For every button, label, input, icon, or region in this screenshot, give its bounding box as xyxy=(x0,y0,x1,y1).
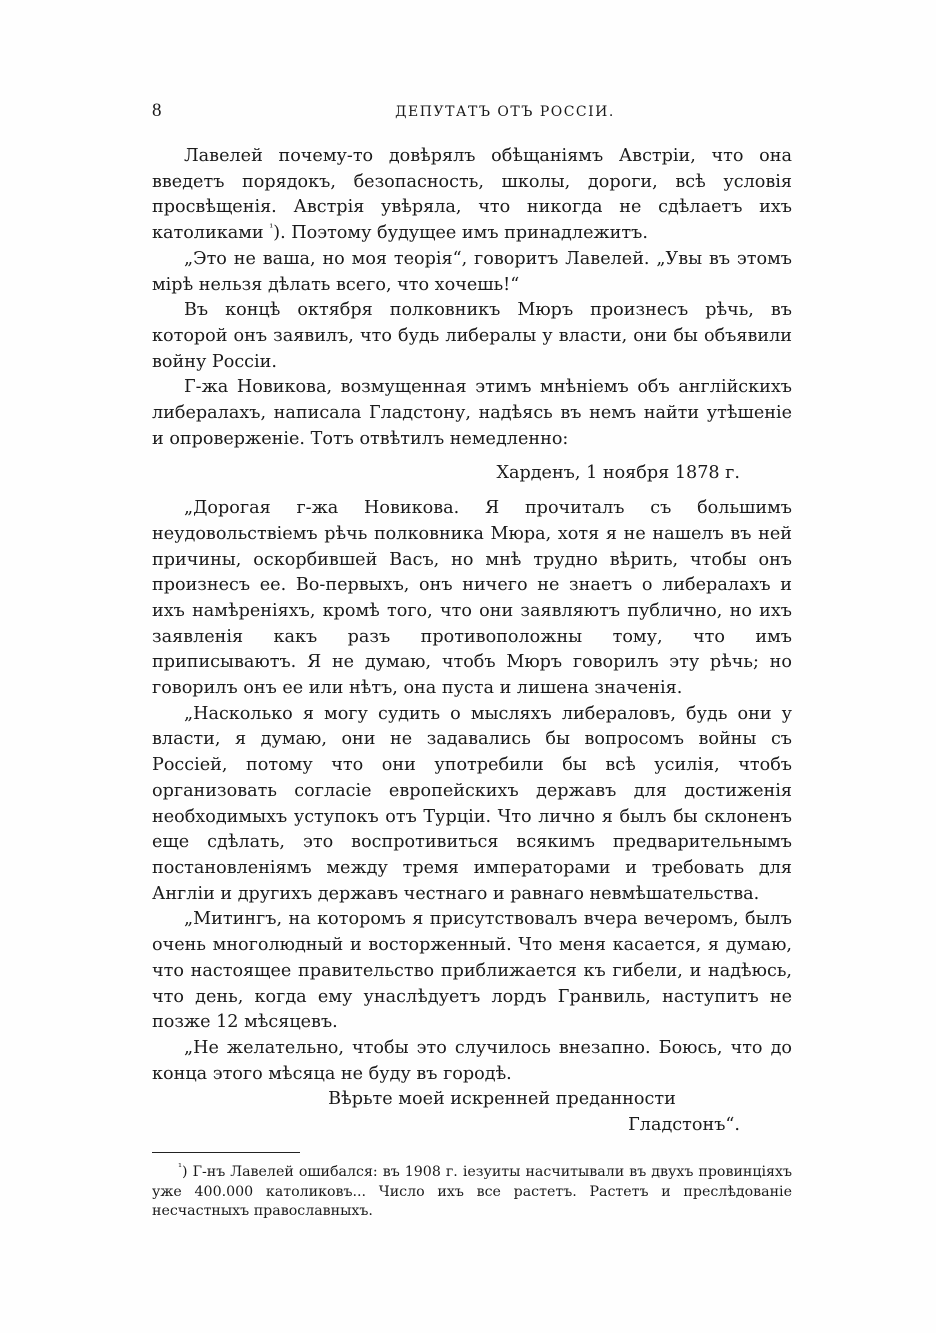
letter-closing: Вѣрьте моей искренней преданности xyxy=(328,1089,676,1110)
letter-paragraph: „Не желательно, чтобы это случилось внезапно. Боюсь, что до конца этого мѣсяца не буду въ городѣ. xyxy=(152,1037,792,1084)
footnote-marker: ¹ xyxy=(178,1162,183,1174)
running-title: ДЕПУТАТЪ ОТЪ РОССІИ. xyxy=(395,104,615,120)
paragraph: „Это не ваша, но моя теорія“, говоритъ Лавелей. „Увы въ этомъ мірѣ нельзя дѣлать всего, что хочешь!“ xyxy=(152,248,792,295)
letter-paragraph: „Насколько я могу судить о мысляхъ либераловъ, будь они у власти, я думаю, они не задавались бы вопросомъ войны съ Россіей, потому что они употребили бы всѣ усилія, чтобъ организовать согласіе европейскихъ державъ для достиженія необходимыхъ уступокъ отъ Турціи. Что лично я былъ бы склоненъ еще сдѣлать, это воспротивиться всякимъ предварительнымъ постановленіямъ между тремя императорами и требовать для Англіи и другихъ державъ честнаго и равнаго невмѣшательства. xyxy=(152,703,792,904)
paragraph: Г-жа Новикова, возмущенная этимъ мнѣніемъ объ англійскихъ либералахъ, написала Гладстону, надѣясь въ немъ найти утѣшеніе и опроверженіе. Тотъ отвѣтилъ немедленно: xyxy=(152,377,792,449)
footnote xyxy=(152,1163,792,1222)
paragraph-text: Лавелей почему-то довѣрялъ обѣщаніямъ Австріи, что она введетъ порядокъ, безопасность, школы, дороги, всѣ условія просвѣщенія. Австрія увѣряла, что никогда не сдѣлаетъ ихъ католиками xyxy=(152,146,792,244)
paragraph xyxy=(152,144,792,247)
letter-paragraph: „Митингъ, на которомъ я присутствовалъ вчера вечеромъ, былъ очень многолюдный и восторженный. Что меня касается, я думаю, что настоящее правительство приближается къ гибели, и надѣюсь, что день, когда ему унаслѣдуетъ лордъ Гранвиль, наступитъ не позже 12 мѣсяцевъ. xyxy=(152,909,792,1033)
letter-dateline: Харденъ, 1 ноября 1878 г. xyxy=(496,463,740,484)
paragraph-text: ). Поэтому будущее имъ принадлежитъ. xyxy=(273,223,648,244)
body-text xyxy=(152,144,792,1139)
page-number: 8 xyxy=(152,100,162,121)
footnote-text xyxy=(152,1163,792,1222)
letter-signature: Гладстонъ“. xyxy=(628,1115,740,1136)
footnote-divider xyxy=(152,1152,300,1153)
page-header xyxy=(152,100,788,128)
footnote-ref: ¹ xyxy=(269,223,274,235)
paragraph: Въ концѣ октября полковникъ Мюръ произнесъ рѣчь, въ которой онъ заявилъ, что будь либералы у власти, они бы объявили войну Россіи. xyxy=(152,300,792,372)
footnote-body: ) Г-нъ Лавелей ошибался: въ 1908 г. іезуиты насчитывали въ двухъ провинціяхъ уже 400.000 католиковъ... Число ихъ все растетъ. Растетъ и преслѣдованіе несчастныхъ православныхъ. xyxy=(152,1164,792,1219)
letter-paragraph: „Дорогая г-жа Новикова. Я прочиталъ съ большимъ неудовольствіемъ рѣчь полковника Мюра, хотя я не нашелъ въ ней причины, оскорбившей Васъ, но мнѣ трудно вѣрить, чтобы онъ произнесъ ее. Во-первыхъ, онъ ничего не знаетъ о либералахъ и ихъ намѣреніяхъ, кромѣ того, что они заявляютъ публично, но ихъ заявленія какъ разъ противоположны тому, что имъ приписываютъ. Я не думаю, чтобъ Мюръ говорилъ эту рѣчь; но говорилъ онъ ее или нѣтъ, она пуста и лишена значенія. xyxy=(152,498,792,699)
